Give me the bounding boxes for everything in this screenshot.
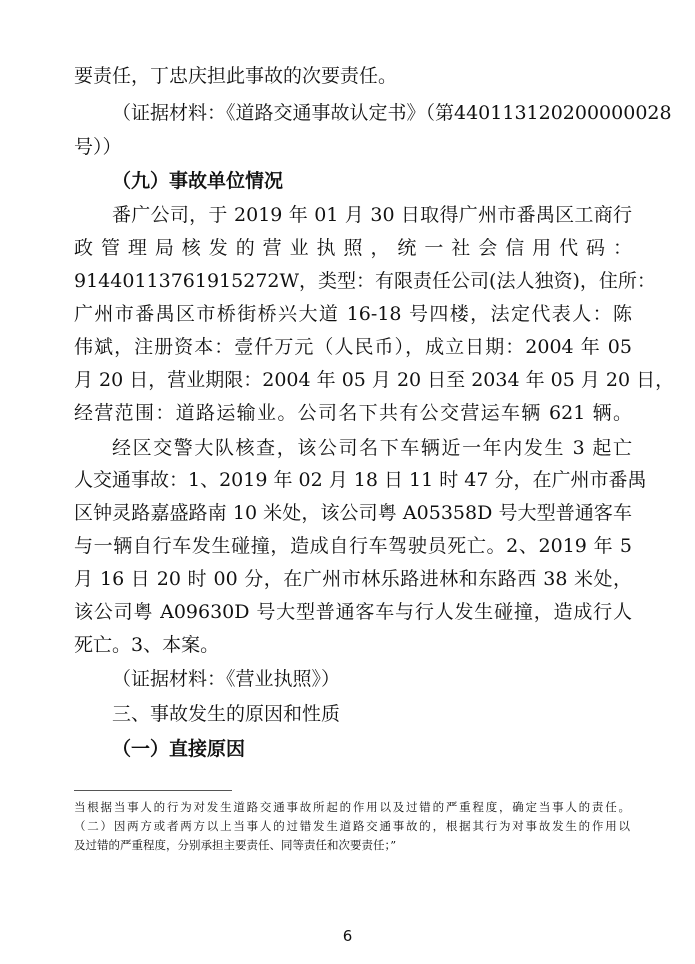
paragraph-line: 政管理局核发的营业执照，统一社会信用代码：	[74, 237, 632, 259]
paragraph-line: 人交通事故：1、2019 年 02 月 18 日 11 时 47 分，在广州市番禺	[74, 469, 647, 491]
paragraph-line: 月 20 日，营业期限：2004 年 05 月 20 日至 2034 年 05 月 20 日，	[74, 369, 675, 391]
paragraph-line: 区钟灵路嘉盛路南 10 米处，该公司粤 A05358D 号大型普通客车	[74, 502, 632, 524]
footnote-line: 当根据当事人的行为对发生道路交通事故所起的作用以及过错的严重程度，确定当事人的责任。	[74, 800, 630, 814]
paragraph-line: 伟斌，注册资本：壹仟万元（人民币），成立日期：2004 年 05	[74, 336, 632, 358]
paragraph-line: 经营范围：道路运输业。公司名下共有公交营运车辆 621 辆。	[74, 402, 632, 424]
paragraph-line: 死亡。3、本案。	[74, 634, 220, 656]
body-line: 号））	[74, 136, 122, 158]
evidence-line: （证据材料：《营业执照》）	[112, 668, 341, 690]
body-line: 要责任，丁忠庆担此事故的次要责任。	[74, 65, 398, 87]
page-number: 6	[342, 927, 353, 945]
paragraph-line: 91440113761915272W，类型：有限责任公司(法人独资)，住所：	[74, 270, 656, 292]
footnote-separator	[74, 790, 232, 791]
chapter-heading: 三、事故发生的原因和性质	[112, 703, 341, 725]
paragraph-line: 该公司粤 A09630D 号大型普通客车与行人发生碰撞，造成行人	[74, 601, 632, 623]
paragraph-line: 月 16 日 20 时 00 分，在广州市林乐路进林和东路西 38 米处，	[74, 568, 632, 590]
subsection-heading: （一）直接原因	[112, 738, 246, 760]
footnote-line: （二）因两方或者两方以上当事人的过错发生道路交通事故的，根据其行为对事故发生的作用以	[74, 819, 630, 833]
paragraph-line: 广州市番禺区市桥街桥兴大道 16-18 号四楼，法定代表人：陈	[74, 303, 632, 325]
paragraph-line: 经区交警大队核查，该公司名下车辆近一年内发生 3 起亡	[112, 437, 632, 459]
section-heading: （九）事故单位情况	[112, 170, 284, 192]
footnote-line: 及过错的严重程度，分别承担主要责任、同等责任和次要责任；”	[74, 838, 397, 852]
evidence-line: （证据材料：《道路交通事故认定书》（第440113120200000028	[112, 102, 672, 124]
paragraph-line: 与一辆自行车发生碰撞，造成自行车驾驶员死亡。2、2019 年 5	[74, 535, 632, 557]
paragraph-line: 番广公司，于 2019 年 01 月 30 日取得广州市番禺区工商行	[112, 204, 632, 226]
